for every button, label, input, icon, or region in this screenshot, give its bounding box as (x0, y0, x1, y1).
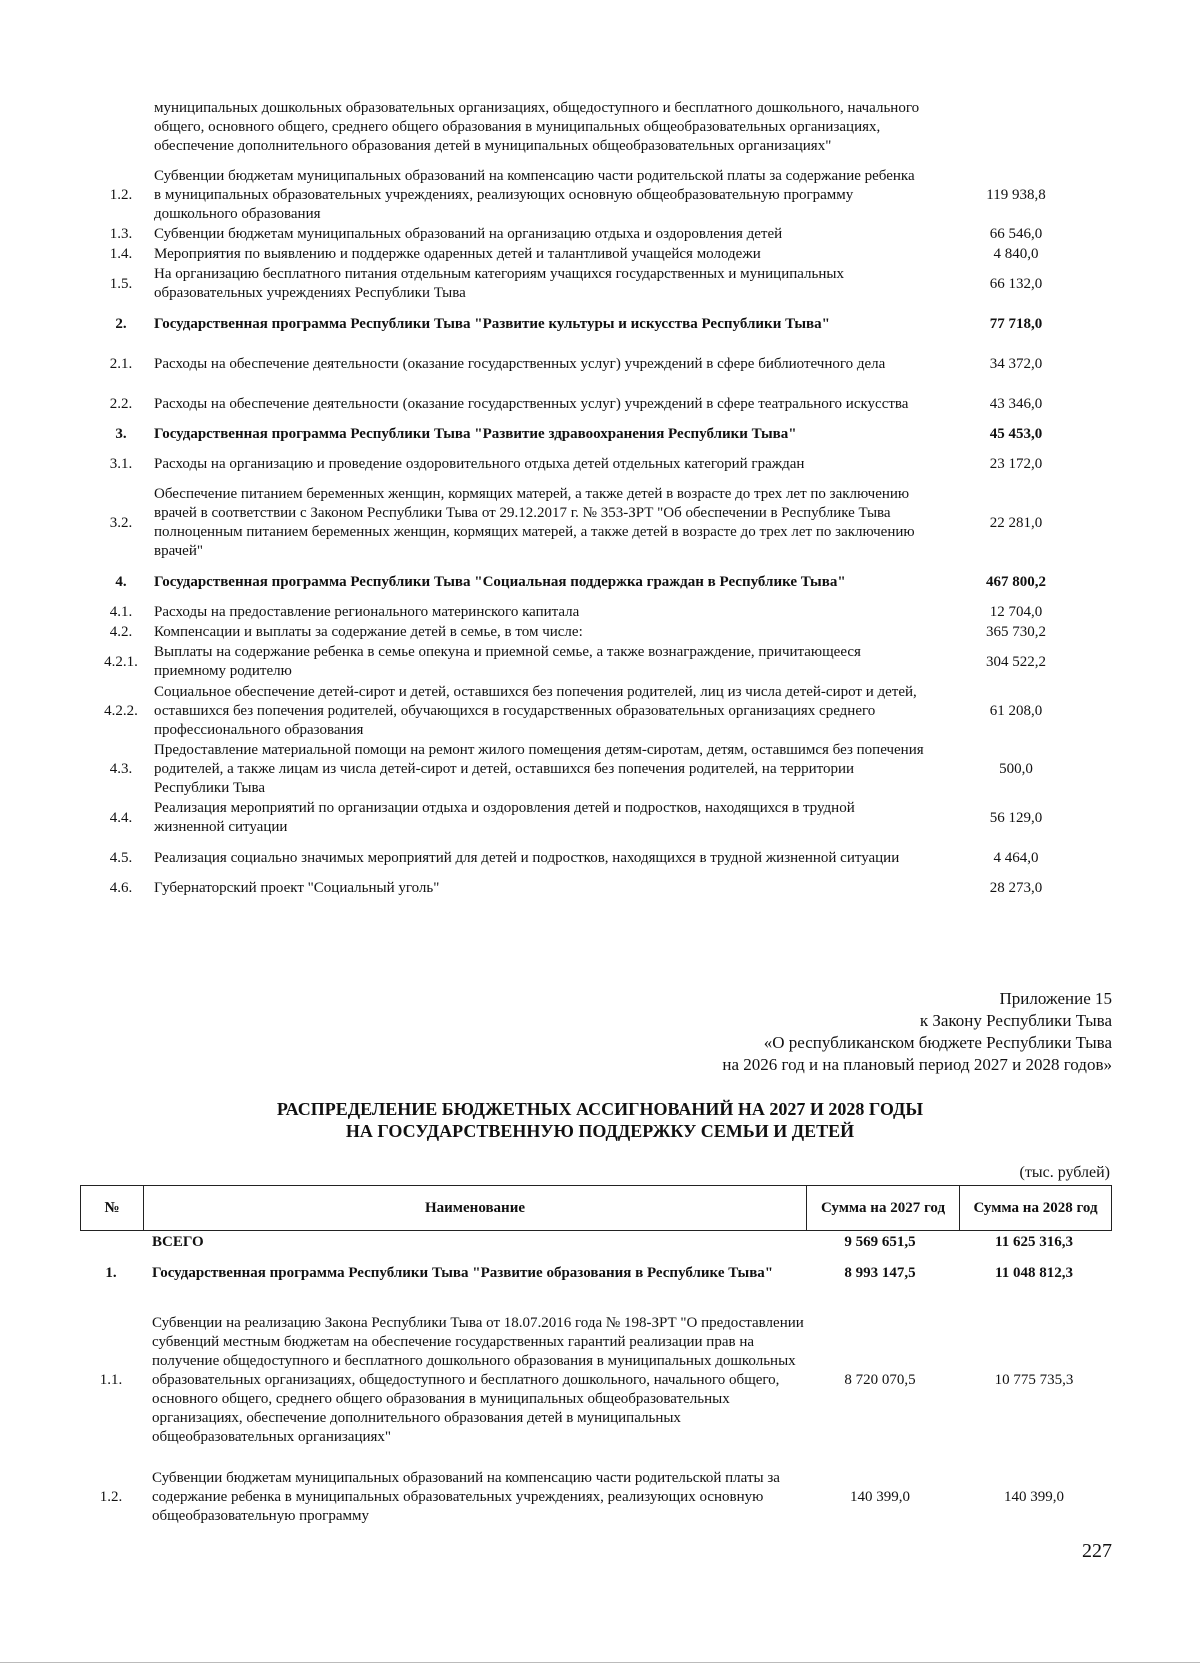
row-sum-2028: 11 048 812,3 (995, 1264, 1073, 1281)
row-sum-2028: 140 399,0 (1004, 1488, 1064, 1505)
row-value: 56 129,0 (989, 809, 1043, 826)
row-name: муниципальных дошкольных образовательных организациях, общедоступного и бесплатного дошкольного, начального общего, основного общего, среднего общего образования в муниципальных общеобразовательных организациях, обеспечение дополнительного образования детей в муниципальных общеобразовательных организациях" (154, 99, 920, 154)
row-name: Расходы на обеспечение деятельности (оказание государственных услуг) учреждений в сфере библиотечного дела (154, 355, 886, 372)
table-row (88, 838, 1108, 878)
table-row (80, 1467, 1112, 1527)
row-name: ВСЕГО (152, 1233, 204, 1250)
row-name: Предоставление материальной помощи на ремонт жилого помещения детям-сиротам, детям, оставшимся без попечения родителей, а также лицам из числа детей-сирот и детей, оставшихся без попечения родителей, на территории Республики Тыва (154, 741, 924, 796)
row-name: На организацию бесплатного питания отдельным категориям учащихся государственных и муниципальных образовательных учреждениях Республики Тыва (154, 266, 844, 301)
row-name: Компенсации и выплаты за содержание детей в семье, в том числе: (154, 623, 583, 640)
row-value: 45 453,0 (989, 425, 1043, 442)
allocation-table (80, 1185, 1112, 1527)
row-name: Государственная программа Республики Тыва "Развитие образования в Республике Тыва" (152, 1264, 774, 1281)
row-number: 3.2. (109, 514, 133, 531)
table-row (88, 344, 1108, 384)
row-value: 23 172,0 (989, 455, 1043, 472)
row-name: Субвенции бюджетам муниципальных образований на организацию отдыха и оздоровления детей (154, 225, 783, 242)
table-row (88, 622, 1108, 642)
table-row (88, 798, 1108, 838)
row-number: 4.6. (109, 879, 133, 896)
row-sum-2027: 9 569 651,5 (844, 1233, 916, 1250)
row-name: Реализация социально значимых мероприятий для детей и подростков, находящихся в трудной жизненной ситуации (154, 849, 900, 866)
header-sum-2028: Сумма на 2028 год (959, 1186, 1111, 1230)
row-name: Расходы на организацию и проведение оздоровительного отдыха детей отдельных категорий граждан (154, 455, 805, 472)
row-number: 4.4. (109, 809, 133, 826)
row-name: Реализация мероприятий по организации отдыха и оздоровления детей и подростков, находящихся в трудной жизненной ситуации (154, 800, 855, 835)
row-name: Расходы на предоставление регионального материнского капитала (154, 603, 580, 620)
row-name: Социальное обеспечение детей-сирот и детей, оставшихся без попечения родителей, лиц из числа детей-сирот и детей, оставшихся без попечения родителей, обучающихся в государственных образовательных организациях среднего профессионального образования (154, 683, 917, 738)
row-number: 1.2. (99, 1488, 123, 1505)
row-number: 4.2. (109, 623, 133, 640)
row-name: Субвенции бюджетам муниципальных образований на компенсацию части родительской платы за содержание ребенка в муниципальных образовательных учреждениях, реализующих основную общеобразовательную программу (152, 1469, 780, 1524)
table-row (88, 264, 1108, 304)
row-name: Расходы на обеспечение деятельности (оказание государственных услуг) учреждений в сфере театрального искусства (154, 395, 909, 412)
table-row (88, 224, 1108, 244)
row-sum-2028: 10 775 735,3 (994, 1371, 1074, 1388)
row-value: 66 546,0 (989, 225, 1043, 242)
table-row (88, 602, 1108, 622)
table-header (80, 1185, 1112, 1231)
row-number: 4.2.1. (104, 653, 138, 670)
appendix-line: на 2026 год и на плановый период 2027 и 2028 годов» (722, 1055, 1112, 1074)
row-value: 77 718,0 (989, 315, 1043, 332)
row-value: 365 730,2 (986, 623, 1046, 640)
table-row (88, 244, 1108, 264)
row-name: Мероприятия по выявлению и поддержке одаренных детей и талантливой учащейся молодежи (154, 245, 761, 262)
row-value: 43 346,0 (989, 395, 1043, 412)
row-sum-2027: 8 993 147,5 (844, 1264, 916, 1281)
appendix-line: Приложение 15 (999, 989, 1112, 1008)
title-line: НА ГОСУДАРСТВЕННУЮ ПОДДЕРЖКУ СЕМЬИ И ДЕТЕЙ (345, 1121, 855, 1141)
appendix-line: «О республиканском бюджете Республики Тыва (763, 1033, 1112, 1052)
table-row (88, 740, 1108, 798)
row-number: 1.4. (109, 245, 133, 262)
row-number: 2.2. (109, 395, 133, 412)
row-value: 119 938,8 (986, 186, 1046, 203)
table-row (88, 384, 1108, 424)
row-name: Субвенции бюджетам муниципальных образований на компенсацию части родительской платы за содержание ребенка в муниципальных образовательных учреждениях, реализующих основную общеобразовательную программу дошкольного образования (154, 167, 915, 222)
row-number: 2.1. (109, 355, 133, 372)
row-number: 2. (115, 315, 127, 332)
row-number: 4.5. (109, 849, 133, 866)
row-number: 3. (115, 425, 127, 442)
row-number: 4.3. (109, 760, 133, 777)
row-value: 467 800,2 (986, 573, 1046, 590)
row-sum-2028: 11 625 316,3 (995, 1233, 1073, 1250)
row-value: 34 372,0 (989, 355, 1043, 372)
row-number: 1.3. (109, 225, 133, 242)
table-row (88, 484, 1108, 562)
row-number: 1.2. (109, 186, 133, 203)
row-name: Губернаторский проект "Социальный уголь" (154, 879, 440, 896)
table-row (88, 682, 1108, 740)
row-sum-2027: 8 720 070,5 (844, 1371, 916, 1388)
document-title (0, 1098, 1200, 1142)
header-sum-2027: Сумма на 2027 год (806, 1186, 959, 1230)
row-name: Государственная программа Республики Тыва "Социальная поддержка граждан в Республике Тыва" (154, 573, 846, 590)
appendix-line: к Закону Республики Тыва (919, 1011, 1112, 1030)
appendix-header (722, 988, 1112, 1076)
table-row (88, 444, 1108, 484)
row-name: Государственная программа Республики Тыва "Развитие здравоохранения Республики Тыва" (154, 425, 797, 442)
row-value: 4 464,0 (993, 849, 1039, 866)
table-row (88, 878, 1108, 898)
table-row (88, 642, 1108, 682)
row-name: Выплаты на содержание ребенка в семье опекуна и приемной семье, а также вознаграждение, причитающееся приемному родителю (154, 644, 861, 679)
row-number: 1. (105, 1264, 117, 1281)
row-number: 1.5. (109, 275, 133, 292)
row-name: Обеспечение питанием беременных женщин, кормящих матерей, а также детей в возрасте до трех лет по заключению врачей в соответствии с Законом Республики Тыва от 29.12.2017 г. № 353-ЗРТ "Об обеспечении в Республике Тыва полноценным питанием беременных женщин, кормящих матерей, а также детей в возрасте до трех лет по заключению врачей" (154, 486, 915, 559)
table-row (88, 424, 1108, 444)
header-number: № (104, 1200, 120, 1216)
row-name: Субвенции на реализацию Закона Республики Тыва от 18.07.2016 года № 198-ЗРТ "О предоставлении субвенций местным бюджетам на обеспечение государственных гарантий реализации прав на получение общедоступного и бесплатного дошкольного образования в муниципальных дошкольных образовательных организациях, общедоступного и бесплатного дошкольного, начального общего, основного общего, среднего общего образования в муниципальных общеобразовательных организациях, обеспечение дополнительного образования детей в муниципальных общеобразовательных организациях" (152, 1314, 804, 1445)
row-sum-2027: 140 399,0 (850, 1488, 910, 1505)
table-row (80, 1231, 1112, 1253)
table-row (88, 88, 1108, 166)
header-name: Наименование (143, 1186, 806, 1230)
row-value: 12 704,0 (989, 603, 1043, 620)
row-name: Государственная программа Республики Тыва "Развитие культуры и искусства Республики Тыва" (154, 315, 830, 332)
row-value: 28 273,0 (989, 879, 1043, 896)
footer-divider (0, 1662, 1200, 1663)
row-value: 500,0 (999, 760, 1033, 777)
row-number: 3.1. (109, 455, 133, 472)
table-row (88, 166, 1108, 224)
table-row (80, 1253, 1112, 1293)
row-value: 61 208,0 (989, 702, 1043, 719)
row-number: 4. (115, 573, 127, 590)
row-number: 1.1. (99, 1371, 123, 1388)
row-value: 4 840,0 (993, 245, 1039, 262)
row-number: 4.1. (109, 603, 133, 620)
row-value: 66 132,0 (989, 275, 1043, 292)
table-row (88, 562, 1108, 602)
title-line: РАСПРЕДЕЛЕНИЕ БЮДЖЕТНЫХ АССИГНОВАНИЙ НА 2027 И 2028 ГОДЫ (276, 1099, 924, 1119)
table-row (88, 304, 1108, 344)
row-number: 4.2.2. (104, 702, 138, 719)
page-number: 227 (1082, 1540, 1112, 1562)
table-row (80, 1293, 1112, 1467)
units-label: (тыс. рублей) (1019, 1164, 1110, 1181)
top-table (88, 88, 1108, 898)
row-value: 22 281,0 (989, 514, 1043, 531)
row-value: 304 522,2 (986, 653, 1046, 670)
